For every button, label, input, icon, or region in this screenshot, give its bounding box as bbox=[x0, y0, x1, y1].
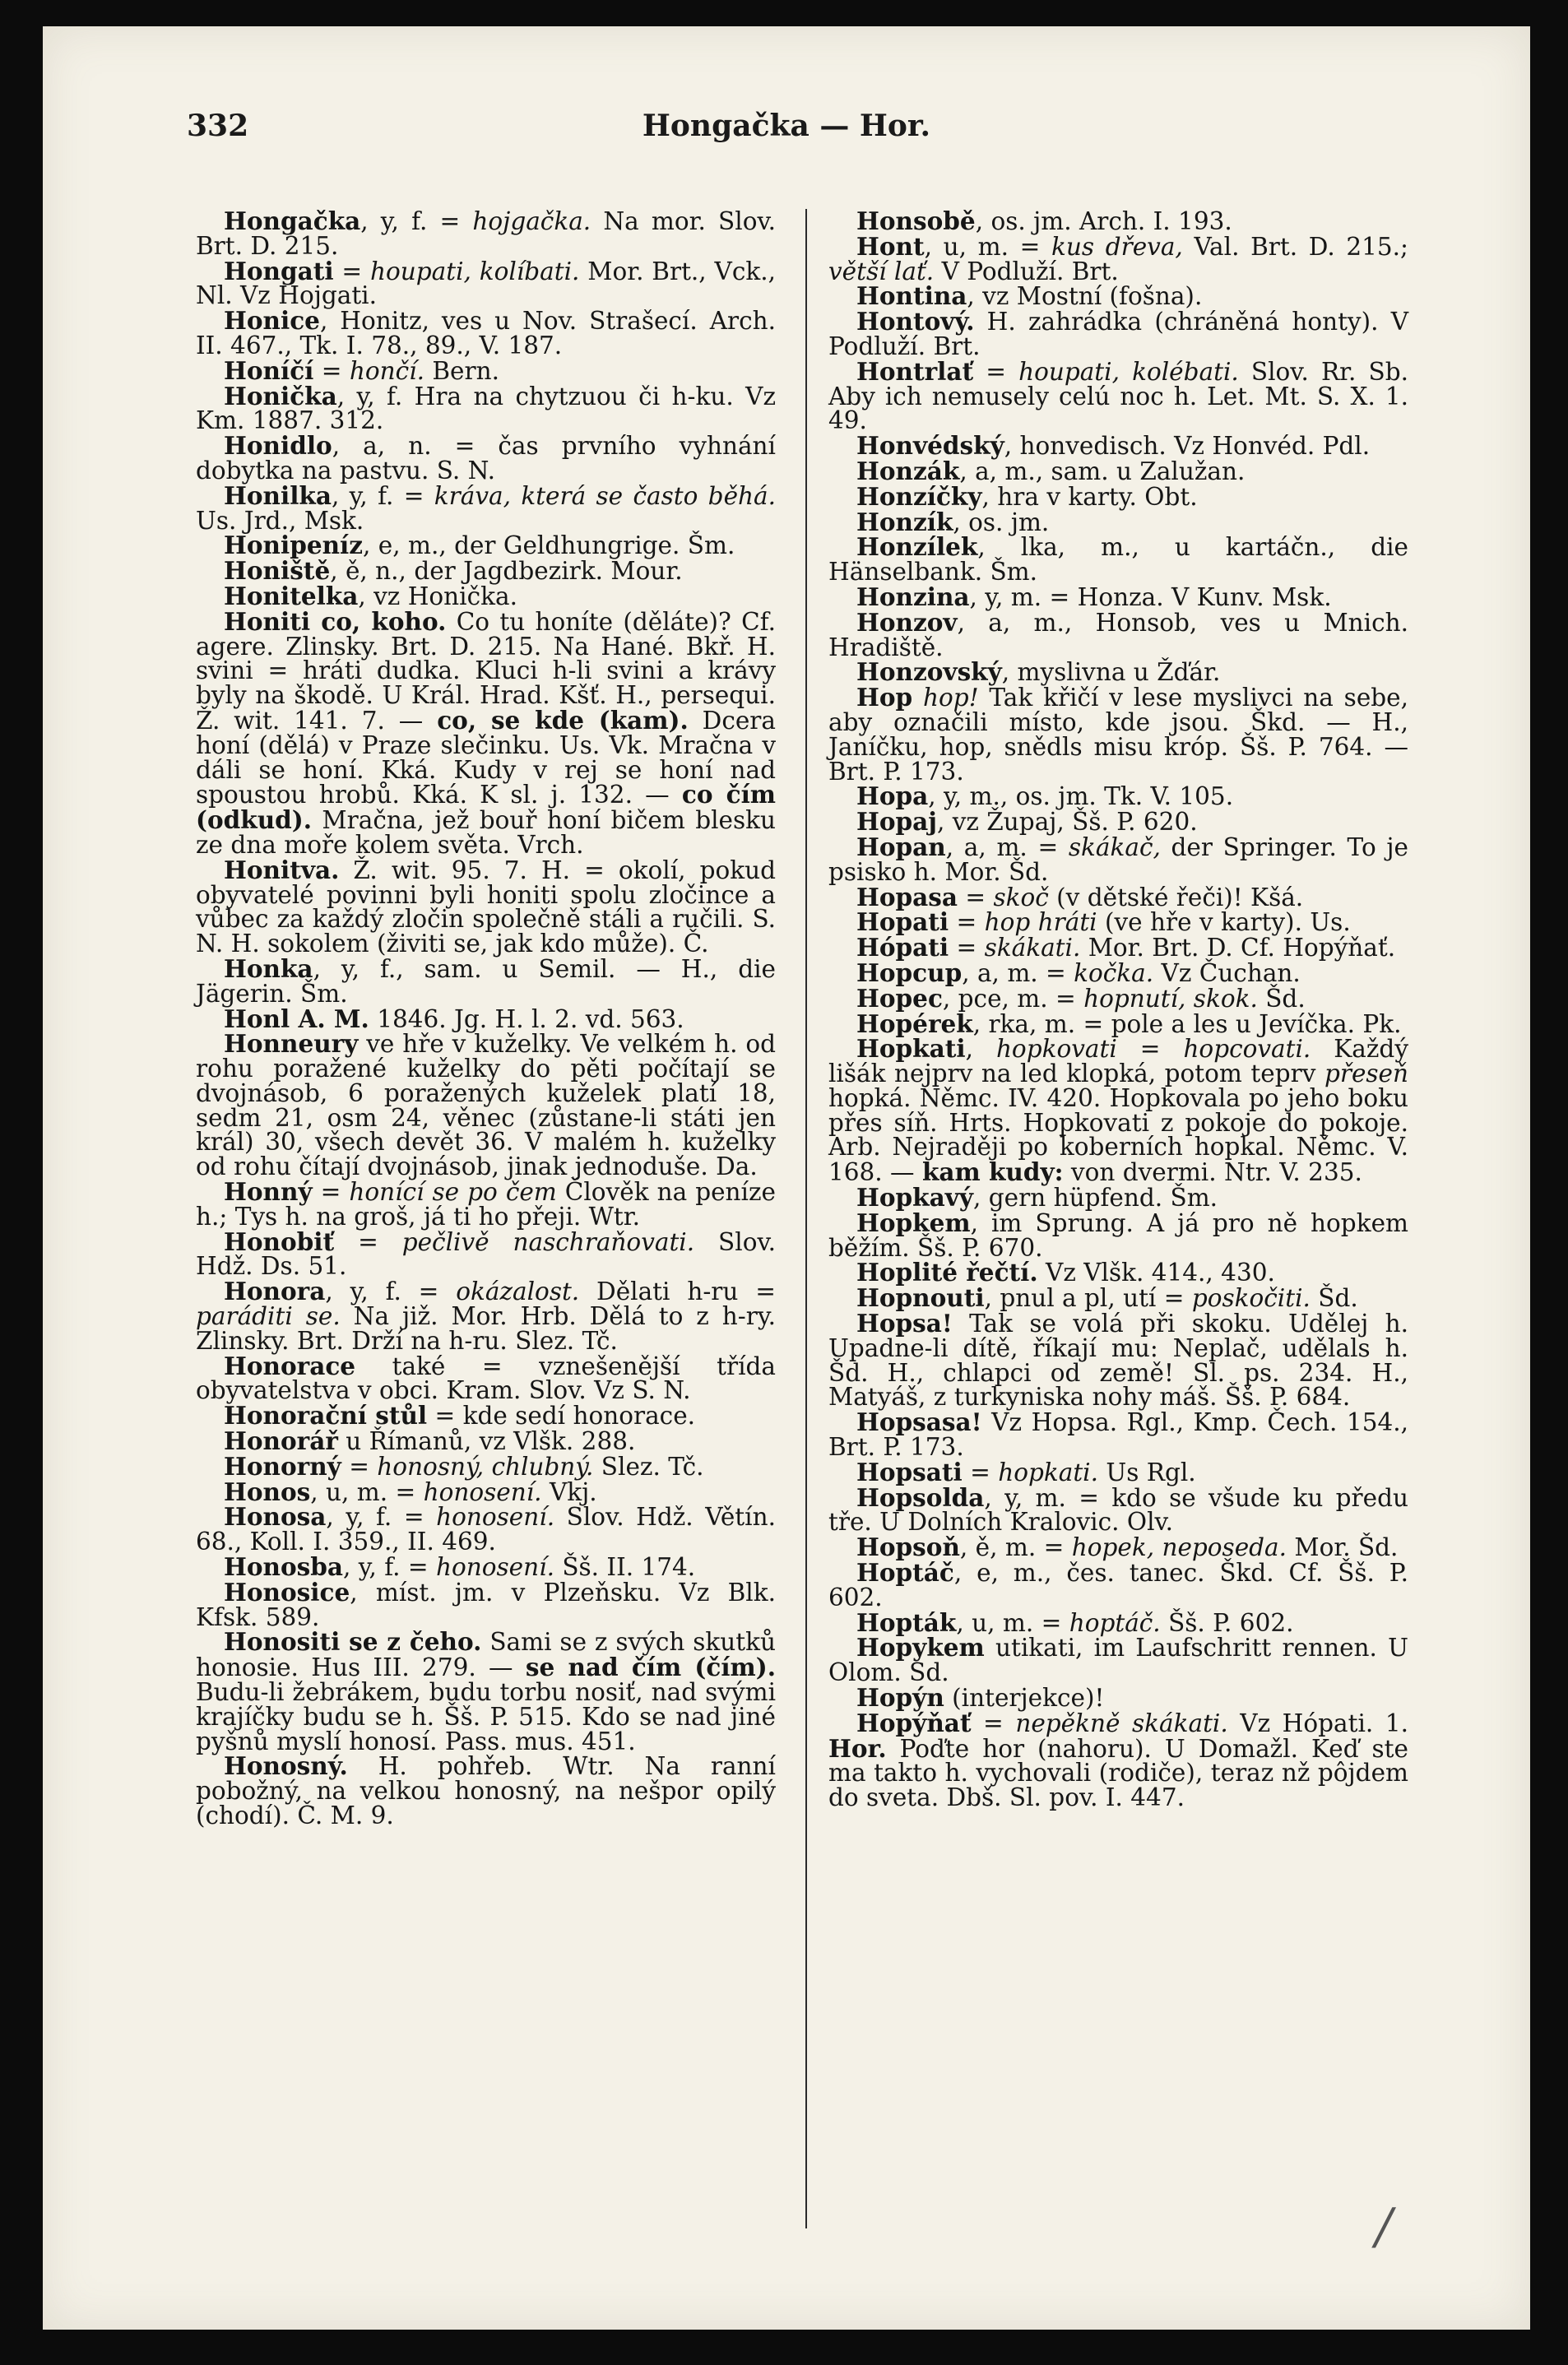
dictionary-entry bbox=[196, 1029, 776, 1181]
dictionary-entry bbox=[828, 456, 1408, 485]
dictionary-entry bbox=[196, 1227, 776, 1281]
headword: Honitva. bbox=[224, 855, 340, 884]
entry-text: , y, f. = bbox=[331, 481, 434, 510]
entry-text: Tak křičí v lese myslivci na sebe, aby označili místo, kde jsou. Škd. — H., Janíčku, hop, snědls misu króp. Šš. P. 764. — Brt. P. 173. bbox=[828, 684, 1409, 786]
dictionary-entry bbox=[196, 1577, 776, 1631]
dictionary-entry bbox=[196, 581, 776, 610]
headword: Hopýn bbox=[856, 1683, 944, 1713]
entry-text: Člověk na peníze h.; Tys h. na groš, já ti ho přeji. Wtr. bbox=[196, 1178, 776, 1231]
dictionary-entry bbox=[828, 532, 1408, 587]
definition-italic: skoč bbox=[993, 883, 1049, 911]
entry-text: hopká. Němc. IV. 420. Hopkovala po jeho boku přes síň. Hrts. Hopkovati z pokoje do pokoje. Arb. Nejraději po koberních hopkal. Němc. V. 168. — bbox=[828, 1083, 1408, 1187]
dictionary-entry bbox=[196, 381, 776, 435]
entry-text: ve hře v kuželky. Ve velkém h. od rohu poražené kuželky do pěti počítají se dvojnásob, 6 poražených kuželek platí 18, sedm 21, osm 24, věnec (zůstane-li státi jen král) 30, všech devět 36. V malém h. kuželky od rohu čítají dvojnásob, jinak jednoduše. Da. bbox=[196, 1030, 776, 1181]
headword: Hópati bbox=[856, 933, 949, 962]
headword: Honíčí bbox=[224, 355, 314, 385]
entry-text: u Římanů, vz Vlšk. 288. bbox=[337, 1427, 636, 1456]
headword: Honice bbox=[224, 306, 320, 336]
dictionary-page bbox=[43, 26, 1530, 2330]
dictionary-entry bbox=[828, 1457, 1408, 1486]
dictionary-entry bbox=[196, 206, 776, 260]
headword: Hongati bbox=[224, 256, 334, 285]
entry-text: , myslivna u Žďár. bbox=[1001, 658, 1221, 687]
dictionary-entry bbox=[196, 1279, 776, 1353]
entry-text: H. zahrádka (chráněná honty). V Podluží. Brt. bbox=[828, 308, 1408, 360]
column-divider bbox=[805, 209, 807, 2228]
headword: Honosný. bbox=[224, 1751, 348, 1781]
definition-italic: paráditi se. bbox=[196, 1302, 341, 1331]
entry-text: = bbox=[949, 934, 985, 962]
dictionary-entry bbox=[196, 953, 776, 1008]
dictionary-entry bbox=[196, 1004, 776, 1033]
entry-text: = bbox=[313, 356, 350, 385]
headword: Hontový. bbox=[856, 307, 975, 336]
headword: Hopták bbox=[856, 1607, 957, 1637]
dictionary-entry bbox=[828, 958, 1408, 987]
headword: Hopnouti bbox=[856, 1283, 985, 1313]
headword: Hopsa! bbox=[856, 1309, 953, 1338]
definition-italic: hop hráti bbox=[984, 908, 1097, 937]
headword: Honorný bbox=[224, 1451, 341, 1481]
dictionary-entry bbox=[196, 1552, 776, 1582]
entry-text: Us. Jrd., Msk. bbox=[196, 506, 364, 535]
entry-text: , u, m. = bbox=[924, 232, 1052, 261]
entry-text: , a, m. = bbox=[945, 832, 1069, 861]
definition-italic: kus dřeva, bbox=[1051, 232, 1183, 261]
dictionary-entry bbox=[828, 935, 1408, 961]
headword: Honiti co, koho. bbox=[224, 606, 447, 636]
dictionary-entry bbox=[196, 308, 776, 359]
headword: Hopasa bbox=[856, 882, 958, 911]
entry-text: , a, m. = bbox=[962, 958, 1074, 987]
page-number: 332 bbox=[187, 109, 249, 143]
running-head: Hongačka — Hor. bbox=[642, 109, 931, 143]
headword: Hopcup bbox=[856, 958, 963, 987]
dictionary-entry bbox=[828, 983, 1408, 1013]
dictionary-entry bbox=[196, 1451, 776, 1481]
definition-italic: kočka. bbox=[1074, 958, 1154, 987]
headword: Honipeníz bbox=[224, 531, 364, 560]
page-header bbox=[43, 109, 1530, 166]
dictionary-entry bbox=[828, 882, 1408, 911]
entry-text: Poďte hor (nahoru). U Domažl. Keď ste ma takto h. vychovali (rodiče), teraz nž pôjdem do sveta. Dbš. Sl. pov. I. 447. bbox=[828, 1734, 1408, 1812]
headword: Honora bbox=[224, 1277, 326, 1306]
headword: Hop bbox=[856, 683, 913, 712]
headword: Honositi se z čeho. bbox=[224, 1627, 482, 1657]
headword: Hopkati bbox=[856, 1034, 966, 1064]
headword: Honl A. M. bbox=[224, 1004, 369, 1033]
entry-text: , os. jm. bbox=[953, 508, 1050, 536]
definition-italic: větší lať. bbox=[828, 257, 935, 285]
entry-text: , míst. jm. v Plzeňsku. Vz Blk. Kfsk. 589. bbox=[196, 1578, 776, 1631]
dictionary-entry bbox=[828, 1607, 1408, 1637]
entry-text: Vz Čuchan. bbox=[1153, 958, 1301, 987]
entry-text: = bbox=[1116, 1035, 1184, 1064]
headword: Honobiť bbox=[224, 1227, 335, 1256]
entry-text: , pce, m. = bbox=[942, 984, 1084, 1013]
dictionary-entry bbox=[828, 1482, 1408, 1537]
dictionary-entry bbox=[196, 1502, 776, 1556]
entry-text: (v dětské řeči)! Kšá. bbox=[1048, 883, 1304, 911]
entry-text: Každý lišák nejprv na led klopká, potom teprv bbox=[828, 1035, 1408, 1088]
headword: Honidlo bbox=[224, 431, 332, 461]
entry-text: Bern. bbox=[424, 356, 499, 385]
definition-italic: hopkovati bbox=[995, 1035, 1117, 1064]
entry-text: , y, f. = bbox=[326, 1503, 437, 1532]
entry-text: , a, m., Honsob, ves u Mnich. Hradiště. bbox=[828, 608, 1408, 661]
dictionary-entry bbox=[828, 1185, 1408, 1211]
entry-text: = bbox=[333, 257, 370, 285]
entry-text: Mor. Brt., Vck., Nl. Vz Hojgati. bbox=[196, 257, 776, 310]
headword: Hopsasa! bbox=[856, 1407, 982, 1437]
entry-text: Dělati h-ru = bbox=[579, 1278, 776, 1306]
dictionary-entry bbox=[828, 1283, 1408, 1313]
entry-text: , Honitz, ves u Nov. Strašecí. Arch. II. 467., Tk. I. 78., 89., V. 187. bbox=[196, 307, 776, 359]
headword: Hopsati bbox=[856, 1457, 963, 1486]
dictionary-entry bbox=[828, 1009, 1408, 1038]
entry-text: Us Rgl. bbox=[1098, 1458, 1196, 1486]
headword: Hoptáč bbox=[856, 1558, 954, 1588]
entry-text: , e, m., der Geldhungrige. Šm. bbox=[363, 531, 735, 560]
headword: Hontina bbox=[856, 281, 967, 311]
entry-text: Slez. Tč. bbox=[593, 1452, 704, 1481]
headword: Honzík bbox=[856, 507, 953, 536]
entry-text: Mračna, jež bouř honí bičem blesku ze dna moře kolem světa. Vrch. bbox=[196, 806, 776, 859]
headword: Honzina bbox=[856, 582, 970, 611]
dictionary-entry bbox=[828, 607, 1408, 661]
dictionary-entry bbox=[828, 1560, 1408, 1611]
entry-text: = bbox=[971, 1709, 1016, 1737]
definition-italic: honosení. bbox=[423, 1477, 542, 1506]
dictionary-entry bbox=[196, 1351, 776, 1405]
headword: Hopykem bbox=[856, 1633, 985, 1662]
entry-text: Slov. Rr. Sb. Aby ich nemusely celú noc h. Let. Mt. S. X. 1. 49. bbox=[828, 357, 1408, 435]
headword: Honzák bbox=[856, 456, 960, 485]
dictionary-entry bbox=[828, 1311, 1408, 1410]
dictionary-entry bbox=[828, 1683, 1408, 1713]
dictionary-entry bbox=[196, 256, 776, 310]
entry-text: der Springer. To je psisko h. Mor. Šd. bbox=[828, 832, 1408, 886]
headword: Hont bbox=[856, 231, 925, 261]
entry-text: von dvermi. Ntr. V. 235. bbox=[1063, 1158, 1362, 1187]
dictionary-entry bbox=[828, 431, 1408, 461]
headword: Honneury bbox=[224, 1029, 359, 1059]
entry-text: , u, m. = bbox=[956, 1608, 1069, 1637]
entry-text: Mor. Brt. D. Cf. Hopýňať. bbox=[1080, 934, 1396, 962]
entry-text: , y, f. Hra na chytzuou či h-ku. Vz Km. 1887. 312. bbox=[196, 382, 776, 435]
headword: Honzílek bbox=[856, 532, 978, 562]
dictionary-entry bbox=[828, 356, 1408, 435]
entry-text: , y, m., os. jm. Tk. V. 105. bbox=[928, 782, 1234, 811]
definition-italic: hop! bbox=[923, 684, 979, 712]
right-column bbox=[828, 206, 1409, 1812]
definition-italic: hopek, neposeda. bbox=[1071, 1533, 1287, 1562]
definition-italic: houpati, kolébati. bbox=[1018, 357, 1239, 386]
entry-text: , vz Honička. bbox=[358, 582, 517, 610]
dictionary-entry bbox=[196, 1177, 776, 1231]
entry-text: Tak se volá při skoku. Udělej h. Upadne-li dítě, říkají mu: Neplač, udělals h. Šd. H., chlapci od země! Sl. ps. 234. H., Matyáš, z turkyniska nohy máš. Šš. P. 684. bbox=[828, 1310, 1408, 1412]
headword: Honzíčky bbox=[856, 481, 982, 511]
headword: Honos bbox=[224, 1477, 311, 1506]
headword: Honosice bbox=[224, 1577, 350, 1607]
entry-text: (interjekce)! bbox=[944, 1684, 1105, 1713]
entry-text: = bbox=[973, 357, 1019, 386]
headword: Hopýňať bbox=[856, 1708, 972, 1737]
headword: co, se kde (kam). bbox=[437, 705, 689, 735]
headword: Hopkem bbox=[856, 1208, 971, 1237]
dictionary-entry bbox=[828, 907, 1408, 937]
definition-italic: pečlivě naschraňovati. bbox=[401, 1227, 695, 1256]
headword: Honzovský bbox=[856, 657, 1002, 687]
dictionary-entry bbox=[828, 1407, 1408, 1462]
entry-text: , bbox=[965, 1035, 996, 1064]
dictionary-entry bbox=[828, 1535, 1408, 1560]
headword: Honosba bbox=[224, 1552, 344, 1582]
definition-italic: honosný, chlubný. bbox=[377, 1452, 594, 1481]
headword: Hongačka bbox=[224, 206, 361, 235]
definition-italic: skákati. bbox=[984, 934, 1081, 962]
definition-italic: hopcovati. bbox=[1183, 1035, 1311, 1064]
entry-text: , a, n. = čas prvního vyhnání dobytka na pastvu. S. N. bbox=[196, 432, 776, 485]
entry-text: (ve hře v karty). Us. bbox=[1097, 908, 1351, 937]
entry-text: = kde sedí honorace. bbox=[427, 1402, 696, 1431]
definition-italic: hončí. bbox=[349, 356, 424, 385]
definition-italic: okázalost. bbox=[456, 1278, 580, 1306]
entry-text: , lka, m., u kartáčn., die Hänselbank. Šm. bbox=[828, 533, 1408, 587]
dictionary-entry bbox=[828, 1708, 1408, 1812]
headword: Hopkavý bbox=[856, 1183, 974, 1213]
headword: Honsobě bbox=[856, 206, 976, 235]
entry-text: V Podluží. Brt. bbox=[934, 257, 1119, 285]
entry-text: , y, f. = bbox=[343, 1553, 437, 1582]
definition-italic: honosení. bbox=[436, 1503, 555, 1532]
headword: Honitelka bbox=[224, 581, 359, 610]
headword: Hopaj bbox=[856, 807, 937, 837]
entry-text: , u, m. = bbox=[310, 1477, 424, 1506]
entry-text: Ž. wit. 95. 7. H. = okolí, pokud obyvatelé povinni byli honiti spolu zločince a vůbec za každý zločin společně stáli a ručili. S. N. H. sokolem (živiti se, jak kdo může). Č. bbox=[196, 856, 776, 958]
entry-text: , vz Mostní (fošna). bbox=[967, 282, 1203, 311]
dictionary-entry bbox=[196, 855, 776, 958]
entry-text: , os. jm. Arch. I. 193. bbox=[975, 207, 1232, 235]
margin-mark: / bbox=[1375, 2198, 1393, 2256]
headword: Honička bbox=[224, 381, 337, 410]
dictionary-entry bbox=[196, 355, 776, 385]
headword: Hor. bbox=[828, 1733, 887, 1763]
entry-text: Vz Vlšk. 414., 430. bbox=[1037, 1259, 1275, 1287]
dictionary-entry bbox=[828, 809, 1408, 835]
headword: Hopec bbox=[856, 983, 943, 1013]
dictionary-entry bbox=[828, 832, 1408, 886]
entry-text: Slov. Hdž. Ds. 51. bbox=[196, 1227, 776, 1281]
definition-italic: nepěkně skákati. bbox=[1015, 1709, 1228, 1737]
entry-text: Vkj. bbox=[541, 1477, 597, 1506]
entry-text: = bbox=[334, 1227, 402, 1256]
headword: Hoplité řečtí. bbox=[856, 1258, 1038, 1287]
entry-text: , ě, m. = bbox=[959, 1533, 1072, 1562]
entry-text: Slov. Hdž. Větín. 68., Koll. I. 359., II. 469. bbox=[196, 1503, 776, 1556]
entry-text: , vz Župaj, Šš. P. 620. bbox=[936, 808, 1198, 837]
definition-italic: houpati, kolíbati. bbox=[370, 257, 580, 285]
headword: Hopa bbox=[856, 781, 929, 811]
entry-text: , y, m. = kdo se všude ku předu tře. U Dolních Kralovic. Olv. bbox=[828, 1483, 1408, 1537]
dictionary-entry bbox=[196, 556, 776, 586]
dictionary-entry bbox=[828, 309, 1408, 359]
dictionary-entry bbox=[196, 1477, 776, 1506]
entry-text: , y, f. = bbox=[325, 1278, 457, 1306]
definition-italic: skákač, bbox=[1068, 832, 1161, 861]
definition-italic: honící se po čem bbox=[349, 1178, 557, 1207]
headword: kam kudy: bbox=[921, 1157, 1064, 1187]
entry-text: H. pohřeb. Wtr. Na ranní pobožný, na velkou honosný, na nešpor opilý (chodí). Č. M. 9. bbox=[196, 1752, 776, 1829]
entry-text: Sami se z svých skutků honosie. Hus III. 279. — bbox=[196, 1628, 777, 1682]
entry-text: , a, m., sam. u Zalužan. bbox=[959, 457, 1246, 485]
entry-text: Vz Hopsa. Rgl., Kmp. Čech. 154., Brt. P. 173. bbox=[828, 1408, 1408, 1462]
entry-text: Budu-li žebrákem, budu torbu nosiť, nad svými krajíčky budu se h. Šš. P. 515. Kdo se nad jiné pyšnů myslí honosí. Pass. mus. 451. bbox=[196, 1678, 776, 1755]
entry-text: , gern hüpfend. Šm. bbox=[973, 1184, 1218, 1213]
entry-text: , ě, n., der Jagdbezirk. Mour. bbox=[330, 557, 683, 586]
headword: Hopsoň bbox=[856, 1533, 960, 1562]
headword: Honorace bbox=[224, 1351, 356, 1380]
dictionary-entry bbox=[828, 481, 1408, 511]
entry-text: Šd. bbox=[1310, 1284, 1358, 1313]
dictionary-entry bbox=[196, 480, 776, 535]
headword: Honka bbox=[224, 953, 313, 983]
dictionary-entry bbox=[828, 1635, 1408, 1686]
dictionary-entry bbox=[196, 1751, 776, 1829]
dictionary-entry bbox=[828, 582, 1408, 611]
headword: Honiště bbox=[224, 556, 331, 586]
headword: co čím (odkud). bbox=[196, 780, 776, 835]
dictionary-entry bbox=[196, 606, 777, 859]
definition-italic: hopkati. bbox=[998, 1458, 1098, 1486]
definition-italic: hoptáč. bbox=[1069, 1608, 1161, 1637]
headword: Hopati bbox=[856, 907, 949, 937]
entry-text: = bbox=[958, 883, 994, 911]
headword: Hontrlať bbox=[856, 356, 974, 386]
entry-text: Šš. P. 602. bbox=[1160, 1608, 1294, 1637]
entry-text: , honvedisch. Vz Honvéd. Pdl. bbox=[1004, 432, 1371, 461]
dictionary-entry bbox=[196, 533, 776, 559]
dictionary-entry bbox=[828, 1260, 1408, 1286]
entry-text: , y, m. = Honza. V Kunv. Msk. bbox=[969, 582, 1332, 611]
entry-text: 1846. Jg. H. l. 2. vd. 563. bbox=[369, 1004, 684, 1033]
dictionary-entry bbox=[828, 206, 1408, 235]
entry-text: Šd. bbox=[1257, 984, 1306, 1013]
headword: Honvédský bbox=[856, 431, 1004, 461]
entry-text: , im Sprung. A já pro ně hopkem běžím. Šš. P. 670. bbox=[828, 1208, 1408, 1262]
entry-text: , e, m., čes. tanec. Škd. Cf. Šš. P. 602. bbox=[828, 1559, 1408, 1611]
dictionary-entry bbox=[196, 431, 776, 485]
definition-italic: poskočiti. bbox=[1191, 1284, 1311, 1313]
dictionary-entry bbox=[828, 685, 1408, 784]
entry-text: Vz Hópati. 1. bbox=[1227, 1709, 1408, 1737]
entry-text: Na již. Mor. Hrb. Dělá to z h-ry. Zlinsky. Brt. Drží na h-ru. Slez. Tč. bbox=[196, 1302, 776, 1355]
entry-text: , pnul a pl, utí = bbox=[984, 1284, 1192, 1313]
dictionary-entry bbox=[828, 1036, 1408, 1185]
entry-text: Val. Brt. D. 215.; bbox=[1182, 232, 1408, 261]
dictionary-entry bbox=[828, 781, 1408, 811]
dictionary-entry bbox=[196, 1627, 777, 1755]
entry-text: Co tu honíte (děláte)? Cf. agere. Zlinsky. Brt. D. 215. Na Hané. Bkř. H. svini = hráti dudka. Kluci h-li svini a krávy byly na škodě. U Král. Hrad. Kšť. H., persequi. Ž. wit. 141. 7. — bbox=[196, 607, 777, 735]
headword: Hopsolda bbox=[856, 1482, 985, 1512]
dictionary-entry bbox=[196, 1426, 776, 1456]
headword: Honzov bbox=[856, 607, 958, 637]
headword: Honorační stůl bbox=[224, 1401, 428, 1431]
entry-text: Mor. Šd. bbox=[1287, 1533, 1399, 1562]
left-column bbox=[196, 206, 777, 1829]
headword: Honný bbox=[224, 1177, 313, 1207]
dictionary-entry bbox=[828, 281, 1408, 311]
dictionary-entry bbox=[828, 231, 1408, 285]
definition-italic: kráva, která se často běhá. bbox=[434, 481, 776, 510]
entry-text: = bbox=[341, 1452, 378, 1481]
entry-text: = bbox=[312, 1178, 350, 1207]
definition-italic: hopnutí, skok. bbox=[1083, 984, 1258, 1013]
entry-text: = bbox=[949, 908, 985, 937]
definition-italic: hojgačka. bbox=[472, 207, 591, 235]
entry-text: , y, f. = bbox=[360, 207, 473, 235]
dictionary-entry bbox=[828, 1208, 1408, 1262]
dictionary-entry bbox=[828, 507, 1408, 536]
dictionary-entry bbox=[828, 657, 1408, 687]
entry-text: , y, f., sam. u Semil. — H., die Jägerin. Šm. bbox=[196, 954, 776, 1008]
headword: se nad čím (čím). bbox=[525, 1653, 776, 1682]
headword: Honosa bbox=[224, 1502, 327, 1532]
entry-text: Šš. II. 174. bbox=[554, 1553, 696, 1582]
headword: Honorář bbox=[224, 1426, 338, 1456]
definition-italic: honosení. bbox=[436, 1553, 554, 1582]
entry-text: , rka, m. = pole a les u Jevíčka. Pk. bbox=[972, 1009, 1402, 1038]
entry-text: Na mor. Slov. Brt. D. 215. bbox=[196, 207, 776, 260]
entry-text: = bbox=[962, 1458, 999, 1486]
entry-text: , hra v karty. Obt. bbox=[981, 482, 1198, 511]
entry-text: také = vznešenější třída obyvatelstva v obci. Kram. Slov. Vz S. N. bbox=[196, 1352, 776, 1405]
dictionary-entry bbox=[196, 1403, 776, 1429]
headword: Honilka bbox=[224, 480, 332, 510]
definition-italic: přeseň bbox=[1324, 1060, 1408, 1088]
headword: Hopan bbox=[856, 832, 946, 861]
entry-text: Dcera honí (dělá) v Praze slečinku. Us. Vk. Mračna v dáli se honí. Kká. Kudy v rej se honí nad spoustou hrobů. Kká. K sl. j. 132. — bbox=[196, 706, 776, 809]
entry-text: utikati, im Laufschritt rennen. U Olom. Sd. bbox=[828, 1634, 1408, 1687]
headword: Hopérek bbox=[856, 1009, 973, 1038]
